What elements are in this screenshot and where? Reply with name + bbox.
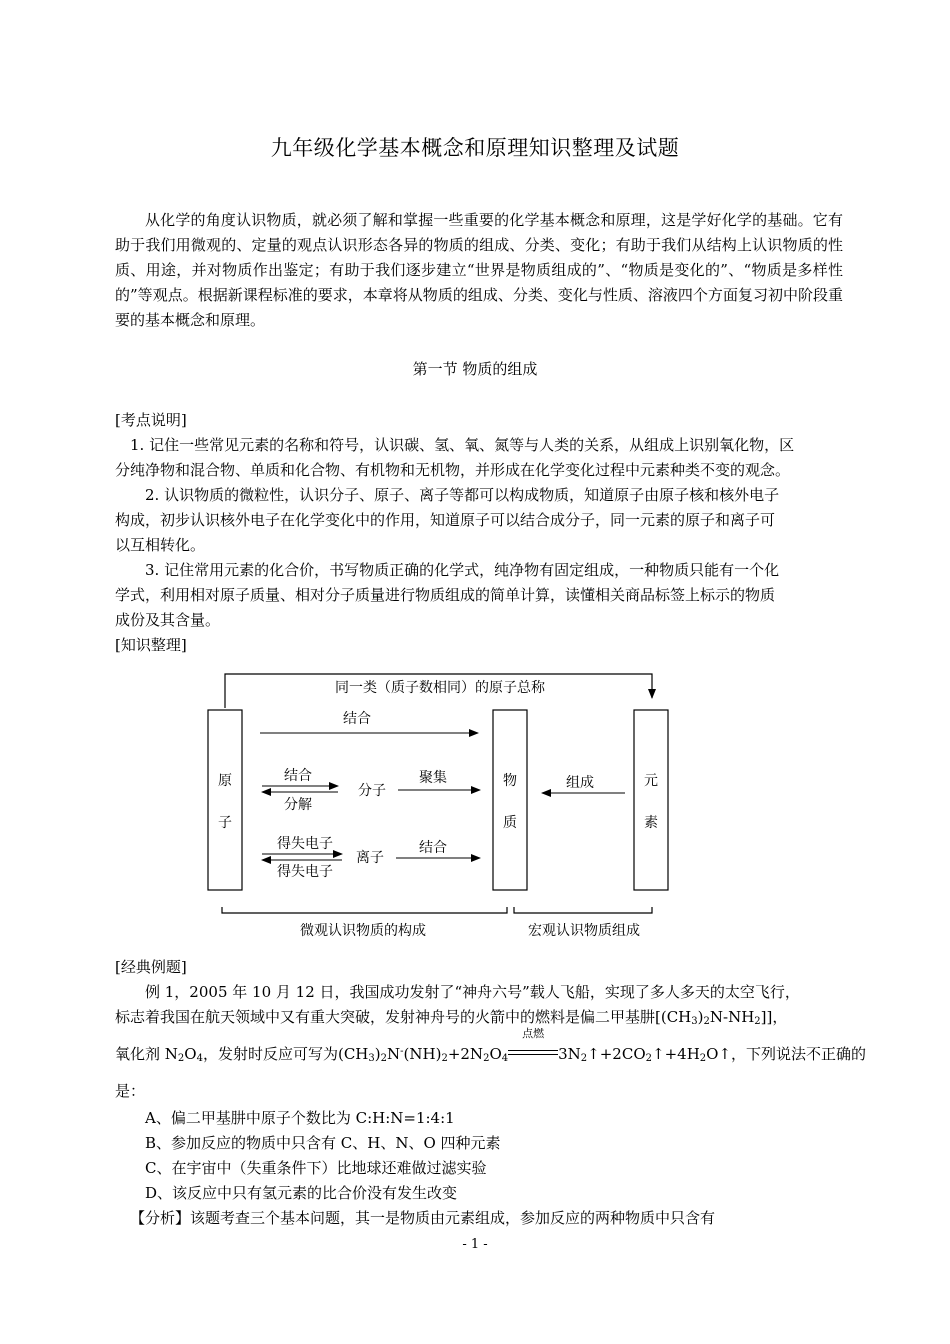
analysis-line: 【分析】该题考查三个基本问题，其一是物质由元素组成，参加反应的两种物质中只含有	[130, 1209, 716, 1227]
matter-char-1: 物	[503, 773, 517, 789]
electron-label-1: 得失电子	[277, 836, 333, 852]
page-title: 九年级化学基本概念和原理知识整理及试题	[270, 136, 680, 160]
kaodian-p3-line2: 学式，利用相对原子质量、相对分子质量进行物质组成的简单计算，读懂相关商品标签上标示的物质	[115, 586, 776, 604]
example-line1: 例 1，2005 年 10 月 12 日，我国成功发射了“神舟六号”载人飞船，实现了多人多天的太空飞行，	[145, 983, 800, 1001]
atom-box	[208, 710, 242, 890]
compose-label: 组成	[566, 775, 594, 791]
macro-label: 宏观认识物质组成	[528, 923, 640, 939]
decompose-label: 分解	[284, 797, 312, 813]
matter-box	[493, 710, 527, 890]
kaodian-heading: [考点说明]	[115, 411, 187, 429]
micro-bracket	[222, 907, 507, 913]
option-d: D、该反应中只有氢元素的比合价没有发生改变	[145, 1184, 458, 1202]
example-line3: 氧化剂 $N_2O_4$，发射时反应可写为$(CH_3)_2N^-(NH)_2+2N_2O_4$ 点燃 $3N_2↑+2CO_2↑+4H_2O↑$，下列说法不正确的	[115, 1042, 866, 1067]
page-number: - 1 -	[462, 1237, 488, 1252]
kaodian-p1-line2: 分纯净物和混合物、单质和化合物、有机物和无机物，并形成在化学变化过程中元素种类不变的观念。	[115, 461, 791, 479]
ion-label: 离子	[356, 850, 384, 866]
element-char-1: 元	[644, 773, 658, 789]
kaodian-p3-line3: 成份及其含量。	[115, 611, 221, 629]
molecule-label: 分子	[358, 783, 386, 799]
kaodian-p2-line1: 2. 认识物质的微粒性，认识分子、原子、离子等都可以构成物质，知道原子由原子核和核外电子	[145, 486, 780, 504]
combine-bottom-label: 结合	[419, 840, 447, 856]
combine-top-label: 结合	[343, 711, 371, 727]
knowledge-diagram	[200, 670, 680, 950]
micro-label: 微观认识物质的构成	[300, 923, 426, 939]
option-b: B、参加反应的物质中只含有 C、H、N、O 四种元素	[145, 1134, 501, 1152]
option-c: C、在宇宙中（失重条件下）比地球还难做过滤实验	[145, 1159, 487, 1177]
intro-paragraph: 从化学的角度认识物质，就必须了解和掌握一些重要的化学基本概念和原理，这是学好化学的基础。它有助于我们用微观的、定量的观点认识形态各异的物质的组成、分类、变化；有助于我们从结构上认识物质的性质、用途，并对物质作出鉴定；有助于我们逐步建立“世界是物质组成的”、“物质是变化的”、“物质是多样性的”等观点。根据新课程标准的要求，本章将从物质的组成、分类、变化与性质、溶液四个方面复习初中阶段重要的基本概念和原理。	[115, 211, 843, 329]
element-char-2: 素	[644, 815, 658, 831]
reaction-condition: 点燃	[508, 1042, 558, 1067]
matter-char-2: 质	[503, 815, 517, 831]
atom-char-2: 子	[218, 815, 232, 831]
kaodian-p3-line1: 3. 记住常用元素的化合价，书写物质正确的化学式，纯净物有固定组成，一种物质只能有一个化	[145, 561, 780, 579]
jingdian-heading: [经典例题]	[115, 958, 187, 976]
kaodian-p2-line3: 以互相转化。	[115, 536, 206, 554]
option-a: A、偏二甲基肼中原子个数比为 C:H:N=1:4:1	[145, 1109, 455, 1127]
kaodian-p1-line1: 1. 记住一些常见元素的名称和符号，认识碳、氢、氧、氮等与人类的关系，从组成上识别氧化物，区	[130, 436, 795, 454]
top-label: 同一类（质子数相同）的原子总称	[335, 680, 545, 696]
kaodian-p2-line2: 构成，初步认识核外电子在化学变化中的作用，知道原子可以结合成分子，同一元素的原子和离子可	[115, 511, 776, 529]
example-line4: 是：	[115, 1082, 146, 1100]
macro-bracket	[514, 907, 652, 913]
gather-label: 聚集	[419, 770, 447, 786]
section-title: 第一节 物质的组成	[412, 360, 538, 378]
example-line2: 标志着我国在航天领域中又有重大突破，发射神舟号的火箭中的燃料是偏二甲基肼$[(CH_3)_2N-NH_2]$]，	[115, 1008, 788, 1027]
element-box	[634, 710, 668, 890]
atom-char-1: 原	[218, 773, 232, 789]
combine-mid-label: 结合	[284, 768, 312, 784]
zhishi-heading: [知识整理]	[115, 636, 187, 654]
electron-label-2: 得失电子	[277, 864, 333, 880]
